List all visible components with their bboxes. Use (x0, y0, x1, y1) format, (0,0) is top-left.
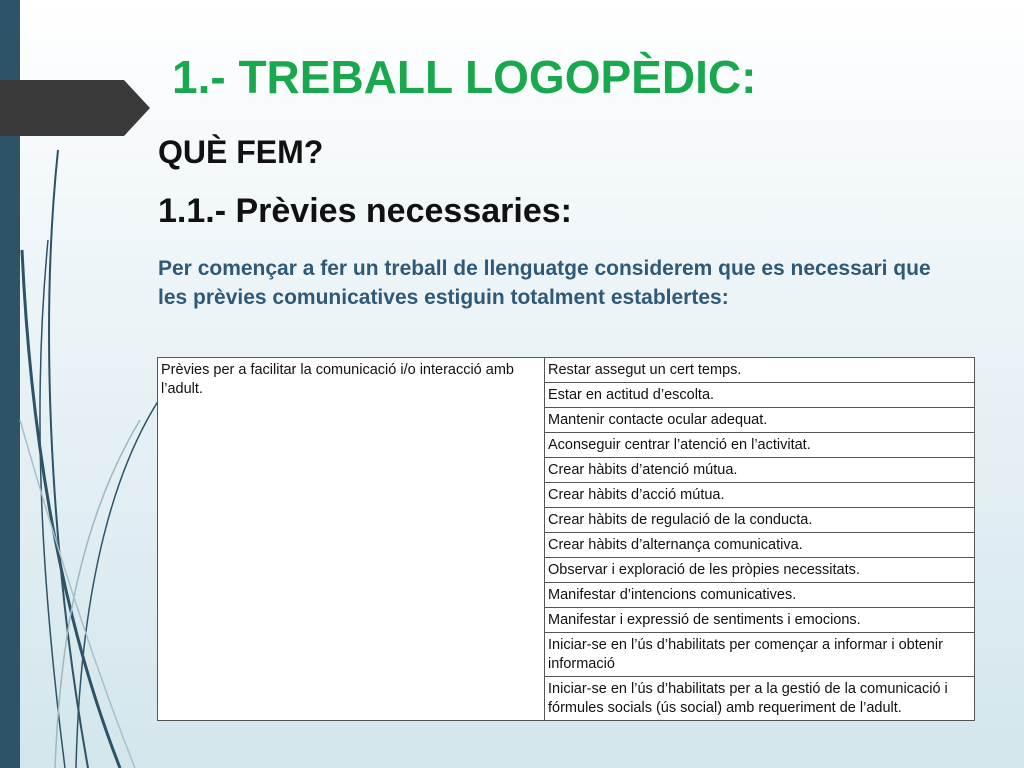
previes-table-body (158, 358, 975, 721)
slide-subtitle: QUÈ FEM? (158, 134, 324, 170)
item-cell: Crear hàbits d’alternança comunicativa. (545, 533, 975, 558)
previes-table (157, 357, 975, 721)
item-cell: Estar en actitud d’escolta. (545, 383, 975, 408)
item-cell: Crear hàbits d’acció mútua. (545, 483, 975, 508)
category-cell: Prèvies per a facilitar la comunicació i/o interacció amb l’adult. (158, 358, 545, 721)
section-heading: 1.1.- Prèvies necessaries: (158, 192, 572, 230)
item-cell: Crear hàbits de regulació de la conducta. (545, 508, 975, 533)
item-cell: Manifestar i expressió de sentiments i emocions. (545, 608, 975, 633)
item-cell: Iniciar-se en l’ús d’habilitats per començar a informar i obtenir informació (545, 633, 975, 677)
slide-title: 1.- TREBALL LOGOPÈDIC: (172, 51, 757, 103)
item-cell: Mantenir contacte ocular adequat. (545, 408, 975, 433)
item-cell: Restar assegut un cert temps. (545, 358, 975, 383)
table-row (158, 358, 975, 383)
item-cell: Manifestar d’intencions comunicatives. (545, 583, 975, 608)
item-cell: Crear hàbits d’atenció mútua. (545, 458, 975, 483)
intro-paragraph: Per començar a fer un treball de llenguatge considerem que es necessari que les prèvies comunicatives estiguin totalment establertes: (158, 257, 931, 309)
item-cell: Observar i exploració de les pròpies necessitats. (545, 558, 975, 583)
item-cell: Aconseguir centrar l’atenció en l’activitat. (545, 433, 975, 458)
arrow-tab-shape (0, 80, 150, 136)
item-cell: Iniciar-se en l’ús d’habilitats per a la gestió de la comunicació i fórmules socials (ús social) amb requeriment de l’adult. (545, 677, 975, 721)
